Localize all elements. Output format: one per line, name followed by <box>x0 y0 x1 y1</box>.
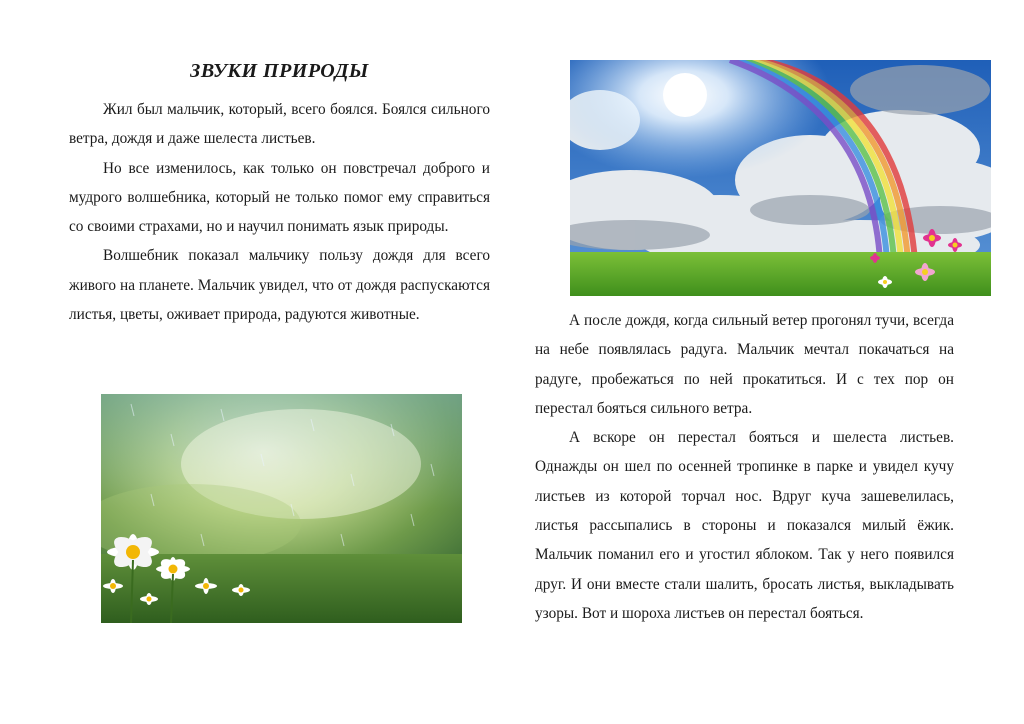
paragraph: А после дождя, когда сильный ветер прогонял тучи, всегда на небе появлялась радуга. Мальчик мечтал покачаться на радуге, пробежаться по ней прокатиться. И с тех пор он перестал бояться сильного ветра. <box>535 312 954 417</box>
page-title: ЗВУКИ ПРИРОДЫ <box>190 60 369 82</box>
rain-daisies-image <box>101 394 462 623</box>
left-text-block <box>69 95 490 329</box>
paragraph: Жил был мальчик, который, всего боялся. Боялся сильного ветра, дождя и даже шелеста листьев. <box>69 101 490 148</box>
paragraph: Волшебник показал мальчику пользу дождя для всего живого на планете. Мальчик увидел, что от дождя распускаются листья, цветы, оживает природа, радуются животные. <box>69 247 490 324</box>
right-text-block <box>535 306 954 628</box>
paragraph: А вскоре он перестал бояться и шелеста листьев. Однажды он шел по осенней тропинке в парке и увидел кучу листьев из которой торчал нос. Вдруг куча зашевелилась, листья рассыпались в стороны и показался милый ёжик. Мальчик поманил его и угостил яблоком. Так у него появился друг. И они вместе стали шалить, бросать листья, выкладывать узоры. Вот и шороха листьев он перестал бояться. <box>535 429 954 622</box>
paragraph: Но все изменилось, как только он повстречал доброго и мудрого волшебника, который не только помог ему справиться со своими страхами, но и научил понимать язык природы. <box>69 159 490 236</box>
rainbow-sky-image <box>570 60 991 296</box>
